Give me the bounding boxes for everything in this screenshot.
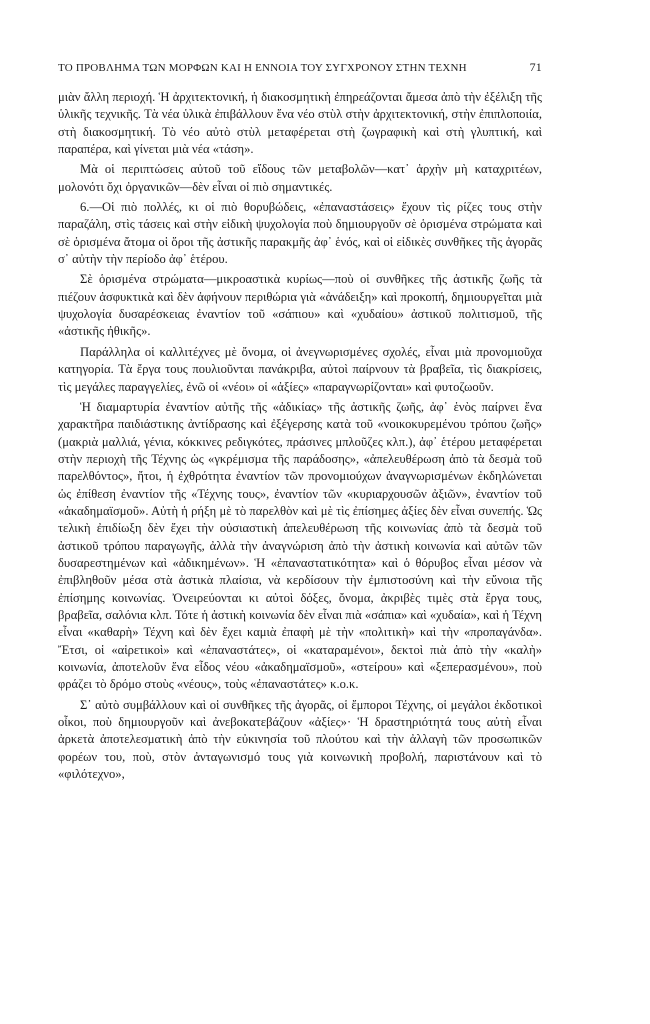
paragraph: Σὲ ὁρισμένα στρώματα—μικροαστικὰ κυρίως—ποὺ οἱ συνθῆκες τῆς ἀστικῆς ζωῆς τὰ πιέζουν ἀσφυκτικὰ καὶ δὲν ἀφήνουν περιθώρια γιὰ «ἀνάδειξη» καὶ προκοπή, δημιουργεῖται μιὰ ψυχολογία δυσαρέσκειας ἐναντίον τοῦ «σάπιου» καὶ «χυδαίου» ἀστικοῦ πολιτισμοῦ, τῆς «ἀστικῆς ἠθικῆς». — [58, 272, 542, 339]
running-head — [58, 60, 542, 75]
page — [58, 60, 542, 786]
page-number: 71 — [529, 60, 542, 74]
paragraph: Παράλληλα οἱ καλλιτέχνες μὲ ὄνομα, οἱ ἀνεγνωρισμένες σχολές, εἶναι μιὰ προνομιοῦχα κατηγορία. Τὰ ἔργα τους πουλιοῦνται πανάκριβα, αὐτοὶ παίρνουν τὰ βραβεῖα, τὶς διακρίσεις, τὶς μεγάλες παραγγελίες, ἐνῶ οἱ «νέοι» οἱ «ἀξίες» «παραγνωρίζονται» καὶ φυτοζωοῦν. — [58, 344, 542, 394]
paragraph: μιὰν ἄλλη περιοχή. Ἡ ἀρχιτεκτονική, ἡ διακοσμητικὴ ἐπηρεάζονται ἄμεσα ἀπὸ τὴν ἐξέλιξη τῆς ὑλικῆς τεχνικῆς. Τὰ νέα ὑλικὰ ἐπιβάλλουν ἕνα νέο στὺλ στὴν ἀρχιτεκτονική, στὴν ἐπιπλοποιία, στὴ διακοσμητική. Τὸ νέο αὐτὸ στὺλ μεταφέρεται στὴ ζωγραφικὴ καὶ στὴ γλυπτική, καὶ παραπέρα, καὶ γίνεται μιὰ νέα «τάση». — [58, 90, 542, 157]
body-text — [58, 89, 542, 783]
paragraph: Ἡ διαμαρτυρία ἐναντίον αὐτῆς τῆς «ἀδικίας» τῆς ἀστικῆς ζωῆς, ἀφ᾽ ἑνὸς παίρνει ἕνα χαρακτῆρα παιδιάστικης ἀντίδρασης καὶ ἐξέγερσης κατὰ τοῦ «νοικοκυρεμένου τρόπου ζωῆς» (μακριὰ μαλλιά, γένια, κόκκινες ρεδιγκότες, πράσινες μπλοῦζες κλπ.), ἀφ᾽ ἑτέρου μεταφέρεται στὴν περιοχὴ τῆς Τέχνης ὡς «γκρέμισμα τῆς παράδοσης», «ἀπελευθέρωση ἀπὸ τὰ δεσμὰ τοῦ παρελθόντος», ἤτοι, ἡ ἐχθρότητα ἐναντίον τῶν προνομιούχων ἀναγνωρισμένων ἐκδηλώνεται ὡς ἐπίθεση ἐναντίον τῆς «Τέχνης τους», ἐναντίον τῶν «κυριαρχουσῶν ἀξιῶν», ἐναντίον τοῦ «ἀκαδημαϊσμοῦ». Αὐτὴ ἡ ρήξη μὲ τὸ παρελθὸν καὶ μὲ τὶς ἐπίσημες ἀξίες δὲν εἶναι συνεπής. Ὡς τελικὴ ἐπιδίωξη δὲν ἔχει τὴν οὐσιαστικὴ ἀπελευθέρωση τῆς κοινωνίας ἀπὸ τὰ δεσμὰ τοῦ ἀστικοῦ τρόπου παραγωγῆς, ἀλλὰ τὴν ἀναγνώριση ἀπὸ τὴν ἀστικὴ κοινωνία καὶ αὐτῶν τῶν δυσαρεστημένων καὶ «ἀδικημένων». Ἡ «ἐπαναστατικότητα» καὶ ὁ θόρυβος εἶναι μέσον νὰ ἐπιβληθοῦν μέσα στὰ ἀστικὰ πλαίσια, νὰ κερδίσουν τὴν ἐμπιστοσύνη καὶ τὴν εὔνοια τῆς ἐπίσημης κοινωνίας. Ὀνειρεύονται κι αὐτοὶ δόξες, ὄνομα, ἀκριβὲς τιμὲς στὰ ἔργα τους, βραβεῖα, σαλόνια κλπ. Τότε ἡ ἀστικὴ κοινωνία δὲν εἶναι πιὰ «σάπια» καὶ «χυδαία», καὶ ἡ Τέχνη εἶναι «καθαρὴ» Τέχνη καὶ δὲν ἔχει καμιὰ ἐπαφὴ μὲ τὴν «πολιτικὴ» καὶ τὴν «προπαγάνδα». Ἔτσι, οἱ «αἱρετικοὶ» καὶ «ἐπαναστάτες», οἱ «καταραμένοι», δεκτοὶ πιὰ ἀπὸ τὴν «καλὴ» κοινωνία, ἀποτελοῦν ἕνα εἶδος νέου «ἀκαδημαϊσμοῦ», «στείρου» καὶ «ξεπερασμένου», ποὺ φράζει τὸ δρόμο στοὺς «νέους», τοὺς «ἐπαναστάτες» κ.ο.κ. — [58, 399, 542, 692]
paragraph: Σ᾽ αὐτὸ συμβάλλουν καὶ οἱ συνθῆκες τῆς ἀγορᾶς, οἱ ἔμποροι Τέχνης, οἱ μεγάλοι ἐκδοτικοὶ οἶκοι, ποὺ δημιουργοῦν καὶ ἀνεβοκατεβάζουν «ἀξίες»· Ἡ δραστηριότητά τους αὐτὴ εἶναι ἀρκετὰ ἀποτελεσματικὴ ἀπὸ τὴν εὐκινησία τοῦ πλούτου καὶ τὴν ἀλλαγὴ τῶν προσωπικῶν φορέων του, ποὺ, στὸν ἀνταγωνισμό τους γιὰ κοινωνικὴ προβολή, παριστάνουν καὶ τὸ «φιλότεχνο», — [58, 697, 542, 782]
paragraph: 6.—Οἱ πιὸ πολλές, κι οἱ πιὸ θορυβώδεις, «ἐπαναστάσεις» ἔχουν τὶς ρίζες τους στὴν παραζάλη, στὶς τάσεις καὶ στὴν εἰδικὴ ψυχολογία ποὺ δημιουργοῦν σὲ ὁρισμένα στρώματα καὶ σὲ ὁρισμένα ἄτομα οἱ ὅροι τῆς ἀστικῆς παρακμῆς ἀφ᾽ ἑνός, καὶ οἱ εἰδικὲς συνθῆκες τῆς ἀγορᾶς σ᾽ αὐτὴν τὴν περίοδο ἀφ᾽ ἑτέρου. — [58, 200, 542, 267]
paragraph: Μὰ οἱ περιπτώσεις αὐτοῦ τοῦ εἴδους τῶν μεταβολῶν—κατ᾽ ἀρχὴν μὴ καταχριτέων, μολονότι ὄχι ὀργανικῶν—δὲν εἶναι οἱ πιὸ σημαντικές. — [58, 162, 542, 194]
running-title: ΤΟ ΠΡΟΒΛΗΜΑ ΤΩΝ ΜΟΡΦΩΝ ΚΑΙ Η ΕΝΝΟΙΑ ΤΟΥ ΣΥΓΧΡΟΝΟΥ ΣΤΗΝ ΤΕΧΝΗ — [58, 62, 467, 74]
